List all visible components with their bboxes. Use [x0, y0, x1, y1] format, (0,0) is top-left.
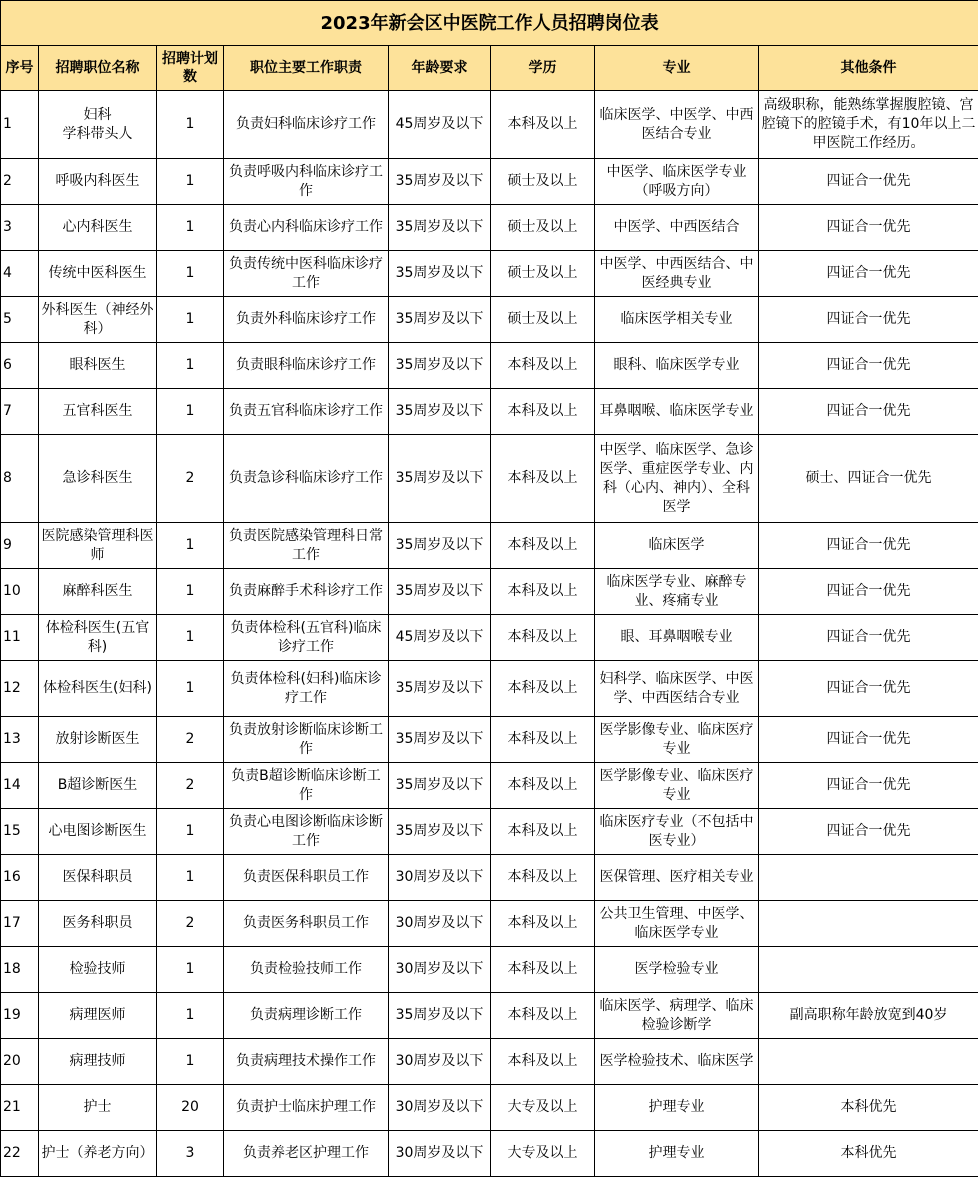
cell-duty: 负责外科临床诊疗工作 [224, 297, 389, 343]
cell-age: 35周岁及以下 [389, 809, 491, 855]
cell-other: 四证合一优先 [759, 809, 978, 855]
cell-duty: 负责心电图诊断临床诊断工作 [224, 809, 389, 855]
cell-education: 硕士及以上 [491, 159, 595, 205]
cell-position: 心内科医生 [39, 205, 157, 251]
table-row [1, 763, 978, 809]
cell-count: 1 [157, 569, 224, 615]
table-row [1, 947, 978, 993]
cell-major: 中医学、中西医结合 [595, 205, 759, 251]
cell-duty: 负责B超诊断临床诊断工作 [224, 763, 389, 809]
cell-education: 硕士及以上 [491, 297, 595, 343]
cell-count: 1 [157, 251, 224, 297]
cell-other: 四证合一优先 [759, 297, 978, 343]
cell-major: 医学影像专业、临床医疗专业 [595, 717, 759, 763]
cell-no: 16 [1, 855, 39, 901]
cell-count: 2 [157, 901, 224, 947]
cell-other: 四证合一优先 [759, 523, 978, 569]
cell-major: 中医学、中西医结合、中医经典专业 [595, 251, 759, 297]
cell-other: 四证合一优先 [759, 763, 978, 809]
cell-count: 1 [157, 947, 224, 993]
cell-position: 传统中医科医生 [39, 251, 157, 297]
cell-count: 2 [157, 763, 224, 809]
cell-age: 35周岁及以下 [389, 343, 491, 389]
cell-duty: 负责医院感染管理科日常工作 [224, 523, 389, 569]
cell-position: 妇科 学科带头人 [39, 91, 157, 159]
cell-age: 30周岁及以下 [389, 855, 491, 901]
cell-education: 本科及以上 [491, 763, 595, 809]
cell-major: 医学检验专业 [595, 947, 759, 993]
cell-no: 8 [1, 435, 39, 523]
cell-count: 1 [157, 159, 224, 205]
cell-position: 医院感染管理科医师 [39, 523, 157, 569]
cell-other [759, 901, 978, 947]
cell-other: 本科优先 [759, 1085, 978, 1131]
cell-no: 13 [1, 717, 39, 763]
cell-major: 眼、耳鼻咽喉专业 [595, 615, 759, 661]
cell-age: 45周岁及以下 [389, 615, 491, 661]
cell-duty: 负责放射诊断临床诊断工作 [224, 717, 389, 763]
cell-major: 中医学、临床医学、急诊医学、重症医学专业、内科（心内、神内）、全科医学 [595, 435, 759, 523]
cell-education: 本科及以上 [491, 435, 595, 523]
table-title: 2023年新会区中医院工作人员招聘岗位表 [1, 1, 978, 46]
cell-duty: 负责体检科(五官科)临床诊疗工作 [224, 615, 389, 661]
cell-other: 四证合一优先 [759, 343, 978, 389]
cell-no: 21 [1, 1085, 39, 1131]
table-row [1, 159, 978, 205]
cell-no: 20 [1, 1039, 39, 1085]
cell-other: 四证合一优先 [759, 569, 978, 615]
cell-position: 麻醉科医生 [39, 569, 157, 615]
cell-age: 35周岁及以下 [389, 569, 491, 615]
table-row [1, 1085, 978, 1131]
header-major: 专业 [595, 46, 759, 91]
cell-count: 20 [157, 1085, 224, 1131]
cell-age: 35周岁及以下 [389, 159, 491, 205]
cell-major: 临床医学 [595, 523, 759, 569]
cell-education: 硕士及以上 [491, 205, 595, 251]
cell-no: 11 [1, 615, 39, 661]
cell-no: 4 [1, 251, 39, 297]
cell-no: 10 [1, 569, 39, 615]
cell-count: 2 [157, 435, 224, 523]
cell-duty: 负责急诊科临床诊疗工作 [224, 435, 389, 523]
cell-major: 中医学、临床医学专业（呼吸方向） [595, 159, 759, 205]
cell-count: 1 [157, 205, 224, 251]
table-row [1, 523, 978, 569]
table-row [1, 205, 978, 251]
cell-major: 妇科学、临床医学、中医学、中西医结合专业 [595, 661, 759, 717]
header-duty: 职位主要工作职责 [224, 46, 389, 91]
cell-no: 22 [1, 1131, 39, 1177]
cell-other: 本科优先 [759, 1131, 978, 1177]
cell-age: 30周岁及以下 [389, 1039, 491, 1085]
header-age: 年龄要求 [389, 46, 491, 91]
table-row [1, 389, 978, 435]
header-no: 序号 [1, 46, 39, 91]
cell-position: B超诊断医生 [39, 763, 157, 809]
cell-position: 外科医生（神经外科） [39, 297, 157, 343]
cell-education: 本科及以上 [491, 569, 595, 615]
table-row [1, 343, 978, 389]
cell-education: 本科及以上 [491, 1039, 595, 1085]
cell-count: 1 [157, 343, 224, 389]
cell-education: 大专及以上 [491, 1085, 595, 1131]
cell-count: 1 [157, 523, 224, 569]
cell-no: 15 [1, 809, 39, 855]
table-row [1, 901, 978, 947]
cell-position: 病理技师 [39, 1039, 157, 1085]
cell-position: 呼吸内科医生 [39, 159, 157, 205]
cell-major: 医学检验技术、临床医学 [595, 1039, 759, 1085]
cell-major: 临床医学相关专业 [595, 297, 759, 343]
cell-count: 1 [157, 993, 224, 1039]
cell-count: 2 [157, 717, 224, 763]
table-body [1, 91, 978, 1177]
cell-education: 本科及以上 [491, 389, 595, 435]
cell-count: 1 [157, 389, 224, 435]
table-row [1, 569, 978, 615]
cell-education: 本科及以上 [491, 91, 595, 159]
cell-major: 耳鼻咽喉、临床医学专业 [595, 389, 759, 435]
cell-position: 护士 [39, 1085, 157, 1131]
cell-count: 1 [157, 661, 224, 717]
cell-duty: 负责医务科职员工作 [224, 901, 389, 947]
cell-major: 医保管理、医疗相关专业 [595, 855, 759, 901]
cell-count: 1 [157, 1039, 224, 1085]
cell-age: 30周岁及以下 [389, 1131, 491, 1177]
cell-age: 35周岁及以下 [389, 205, 491, 251]
cell-education: 本科及以上 [491, 993, 595, 1039]
cell-no: 19 [1, 993, 39, 1039]
cell-no: 2 [1, 159, 39, 205]
cell-duty: 负责体检科(妇科)临床诊疗工作 [224, 661, 389, 717]
cell-other: 四证合一优先 [759, 251, 978, 297]
header-count: 招聘计划数 [157, 46, 224, 91]
cell-position: 放射诊断医生 [39, 717, 157, 763]
table-row [1, 615, 978, 661]
cell-no: 17 [1, 901, 39, 947]
cell-other [759, 855, 978, 901]
cell-no: 5 [1, 297, 39, 343]
cell-duty: 负责病理诊断工作 [224, 993, 389, 1039]
cell-count: 1 [157, 809, 224, 855]
header-education: 学历 [491, 46, 595, 91]
table-row [1, 993, 978, 1039]
cell-duty: 负责养老区护理工作 [224, 1131, 389, 1177]
cell-education: 本科及以上 [491, 661, 595, 717]
cell-age: 30周岁及以下 [389, 1085, 491, 1131]
cell-age: 35周岁及以下 [389, 763, 491, 809]
cell-age: 30周岁及以下 [389, 947, 491, 993]
cell-other [759, 947, 978, 993]
cell-duty: 负责五官科临床诊疗工作 [224, 389, 389, 435]
cell-education: 本科及以上 [491, 717, 595, 763]
cell-major: 医学影像专业、临床医疗专业 [595, 763, 759, 809]
cell-other: 硕士、四证合一优先 [759, 435, 978, 523]
cell-major: 临床医学、中医学、中西医结合专业 [595, 91, 759, 159]
cell-no: 14 [1, 763, 39, 809]
cell-duty: 负责病理技术操作工作 [224, 1039, 389, 1085]
cell-no: 7 [1, 389, 39, 435]
cell-age: 35周岁及以下 [389, 297, 491, 343]
cell-age: 35周岁及以下 [389, 435, 491, 523]
cell-other: 四证合一优先 [759, 717, 978, 763]
cell-duty: 负责麻醉手术科诊疗工作 [224, 569, 389, 615]
cell-position: 检验技师 [39, 947, 157, 993]
cell-no: 3 [1, 205, 39, 251]
cell-education: 本科及以上 [491, 343, 595, 389]
cell-major: 护理专业 [595, 1131, 759, 1177]
cell-count: 3 [157, 1131, 224, 1177]
table-row [1, 91, 978, 159]
cell-education: 大专及以上 [491, 1131, 595, 1177]
cell-duty: 负责护士临床护理工作 [224, 1085, 389, 1131]
cell-duty: 负责心内科临床诊疗工作 [224, 205, 389, 251]
cell-education: 本科及以上 [491, 523, 595, 569]
cell-duty: 负责医保科职员工作 [224, 855, 389, 901]
cell-major: 临床医疗专业（不包括中医专业） [595, 809, 759, 855]
cell-major: 护理专业 [595, 1085, 759, 1131]
cell-duty: 负责传统中医科临床诊疗工作 [224, 251, 389, 297]
cell-duty: 负责眼科临床诊疗工作 [224, 343, 389, 389]
cell-position: 体检科医生(妇科) [39, 661, 157, 717]
cell-age: 35周岁及以下 [389, 661, 491, 717]
cell-count: 1 [157, 855, 224, 901]
table-row [1, 809, 978, 855]
cell-age: 35周岁及以下 [389, 523, 491, 569]
table-row [1, 717, 978, 763]
cell-duty: 负责检验技师工作 [224, 947, 389, 993]
table-row [1, 435, 978, 523]
cell-count: 1 [157, 297, 224, 343]
cell-education: 硕士及以上 [491, 251, 595, 297]
cell-other: 四证合一优先 [759, 159, 978, 205]
cell-other: 四证合一优先 [759, 389, 978, 435]
cell-education: 本科及以上 [491, 809, 595, 855]
cell-other: 四证合一优先 [759, 615, 978, 661]
cell-duty: 负责妇科临床诊疗工作 [224, 91, 389, 159]
cell-other [759, 1039, 978, 1085]
cell-no: 12 [1, 661, 39, 717]
cell-major: 眼科、临床医学专业 [595, 343, 759, 389]
cell-other: 四证合一优先 [759, 205, 978, 251]
cell-education: 本科及以上 [491, 615, 595, 661]
table-row [1, 1131, 978, 1177]
cell-education: 本科及以上 [491, 947, 595, 993]
cell-position: 心电图诊断医生 [39, 809, 157, 855]
cell-position: 护士（养老方向） [39, 1131, 157, 1177]
header-row [1, 46, 978, 91]
cell-age: 35周岁及以下 [389, 251, 491, 297]
cell-major: 临床医学专业、麻醉专业、疼痛专业 [595, 569, 759, 615]
cell-position: 体检科医生(五官科) [39, 615, 157, 661]
cell-position: 病理医师 [39, 993, 157, 1039]
table-row [1, 1039, 978, 1085]
table-row [1, 855, 978, 901]
cell-duty: 负责呼吸内科临床诊疗工作 [224, 159, 389, 205]
cell-no: 9 [1, 523, 39, 569]
cell-position: 急诊科医生 [39, 435, 157, 523]
cell-age: 30周岁及以下 [389, 901, 491, 947]
cell-major: 公共卫生管理、中医学、临床医学专业 [595, 901, 759, 947]
table-row [1, 251, 978, 297]
cell-age: 35周岁及以下 [389, 389, 491, 435]
cell-position: 眼科医生 [39, 343, 157, 389]
cell-position: 医务科职员 [39, 901, 157, 947]
cell-major: 临床医学、病理学、临床检验诊断学 [595, 993, 759, 1039]
cell-age: 35周岁及以下 [389, 717, 491, 763]
header-position: 招聘职位名称 [39, 46, 157, 91]
cell-position: 五官科医生 [39, 389, 157, 435]
cell-position: 医保科职员 [39, 855, 157, 901]
cell-count: 1 [157, 615, 224, 661]
cell-education: 本科及以上 [491, 901, 595, 947]
cell-no: 18 [1, 947, 39, 993]
cell-no: 1 [1, 91, 39, 159]
cell-count: 1 [157, 91, 224, 159]
cell-age: 45周岁及以下 [389, 91, 491, 159]
cell-other: 高级职称，能熟练掌握腹腔镜、宫腔镜下的腔镜手术，有10年以上二甲医院工作经历。 [759, 91, 978, 159]
cell-no: 6 [1, 343, 39, 389]
cell-education: 本科及以上 [491, 855, 595, 901]
table-row [1, 297, 978, 343]
cell-other: 四证合一优先 [759, 661, 978, 717]
cell-age: 35周岁及以下 [389, 993, 491, 1039]
header-other: 其他条件 [759, 46, 978, 91]
table-row [1, 661, 978, 717]
cell-other: 副高职称年龄放宽到40岁 [759, 993, 978, 1039]
